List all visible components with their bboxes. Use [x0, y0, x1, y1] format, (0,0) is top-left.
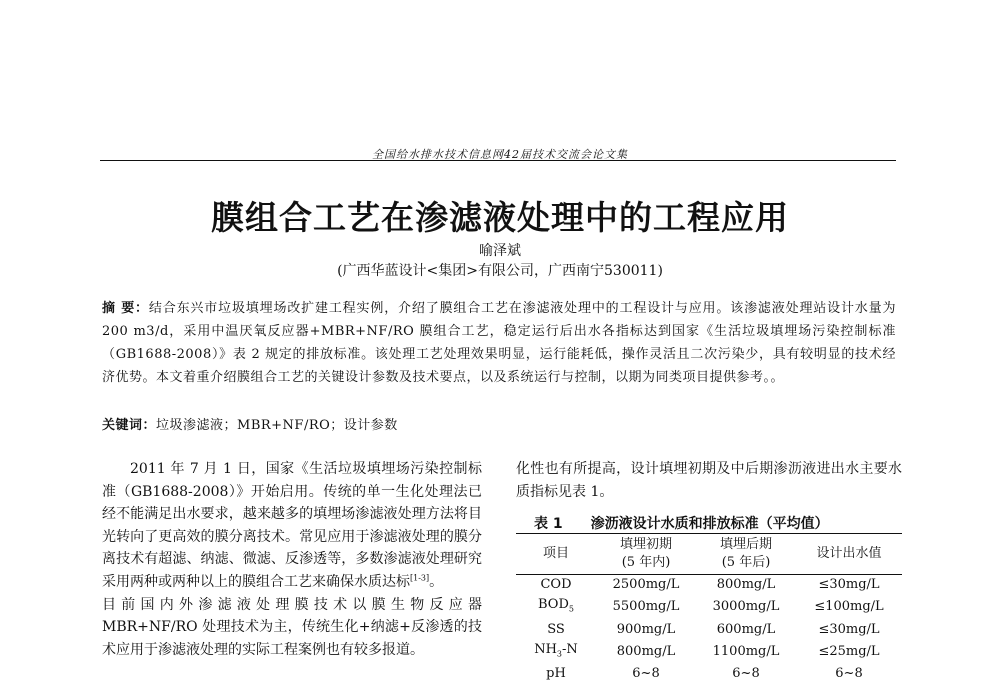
cell-design: 6~8: [835, 666, 863, 682]
table-row: [516, 640, 902, 665]
paragraph-text: 2011 年 7 月 1 日，国家《生活垃圾填埋场污染控制标准（GB1688-2008）》开始启用。传统的单一生化处理法已经不能满足出水要求，越来越多的填埋场渗滤液处理方法将目光转向了更高效的膜分离技术。常见应用于渗滤液处理的膜分离技术有超滤、纳滤、微滤、反渗透等，多数渗滤液处理研究采用两种或两种以上的膜组合工艺来确保水质达标: [102, 461, 482, 590]
cell-early: 5500mg/L: [612, 599, 680, 615]
abstract: [102, 297, 896, 389]
cell-late: 600mg/L: [716, 621, 776, 637]
author: 喻泽斌: [479, 243, 521, 259]
item-name: pH: [546, 666, 566, 682]
cell-late: 800mg/L: [716, 577, 776, 592]
running-head: 全国给水排水技术信息网42届技术交流会论文集: [372, 148, 628, 161]
table-caption: [516, 513, 902, 533]
cell-item: [516, 664, 596, 684]
paper-title: 膜组合工艺在渗滤液处理中的工程应用: [211, 198, 789, 237]
water-quality-table: [516, 533, 902, 684]
item-suffix: -N: [562, 641, 578, 657]
cell-item: [516, 575, 596, 596]
cell-late: 6~8: [732, 666, 760, 682]
item-name: NH: [534, 641, 557, 657]
paragraph-end: 。: [429, 573, 444, 590]
cell-late: 1100mg/L: [712, 643, 780, 659]
affiliation: (广西华蓝设计<集团>有限公司，广西南宁530011): [337, 263, 663, 279]
item-subscript: 5: [568, 604, 574, 614]
col-header-design: 设计出水值: [796, 534, 902, 575]
cell-design: ≤25mg/L: [818, 643, 880, 659]
late-line2: (5 年后): [721, 555, 771, 570]
citation: [1-3]: [410, 573, 430, 583]
table-row: [516, 595, 902, 620]
body-paragraph-2: 目前国内外渗滤液处理膜技术以膜生物反应器 MBR+NF/RO 处理技术为主，传统生化+纳滤+反渗透的技术应用于渗滤液处理的实际工程案例也有较多报道。: [102, 596, 482, 658]
col-header-late: [696, 534, 796, 575]
body-paragraph-1: [102, 458, 482, 594]
item-subscript: 3: [556, 649, 563, 659]
item-name: BOD: [538, 597, 569, 612]
header-rule: [100, 160, 896, 161]
cell-item: [516, 595, 596, 620]
cell-design: ≤100mg/L: [814, 599, 884, 615]
cell-early: 900mg/L: [616, 621, 676, 637]
body-right-column: [516, 458, 902, 503]
table-header-row: [516, 534, 902, 575]
col-header-item: 项目: [516, 534, 596, 575]
cell-early: 2500mg/L: [612, 577, 680, 592]
cell-design: ≤30mg/L: [818, 577, 880, 592]
table-row: [516, 575, 902, 596]
keywords-label: 关键词：: [102, 418, 157, 433]
late-line1: 填埋后期: [719, 537, 772, 552]
cell-early: 800mg/L: [616, 643, 676, 659]
cell-design: ≤30mg/L: [818, 621, 880, 637]
keywords: [102, 416, 896, 436]
cell-item: [516, 620, 596, 640]
table-row: [516, 664, 902, 684]
body-right-paragraph: 化性也有所提高，设计填埋初期及中后期渗沥液进出水主要水质指标见表 1。: [516, 461, 902, 500]
table-caption-text: 渗沥液设计水质和排放标准（平均值）: [590, 516, 829, 532]
body-left-column: [102, 458, 482, 661]
table-number: 表 1: [534, 516, 563, 532]
cell-item: [516, 640, 596, 665]
abstract-text: 结合东兴市垃圾填埋场改扩建工程实例，介绍了膜组合工艺在渗滤液处理中的工程设计与应用。该渗滤液处理站设计水量为 200 m3/d，采用中温厌氧反应器+MBR+NF/RO 膜组合工艺，稳定运行后出水各指标达到国家《生活垃圾填埋场污染控制标准（GB1688-2008）》表 2 规定的排放标准。该处理工艺处理效果明显，运行能耗低，操作灵活且二次污染少，具有较明显的技术经济优势。本文着重介绍膜组合工艺的关键设计参数及技术要点，以及系统运行与控制，以期为同类项目提供参考。。: [102, 301, 896, 385]
item-name: SS: [547, 621, 565, 637]
early-line1: 填埋初期: [619, 537, 672, 552]
cell-early: 6~8: [632, 666, 660, 682]
item-name: COD: [540, 577, 572, 592]
table-row: [516, 620, 902, 640]
keywords-text: 垃圾渗滤液；MBR+NF/RO；设计参数: [156, 418, 398, 433]
early-line2: (5 年内): [621, 555, 671, 570]
abstract-label: 摘 要：: [102, 301, 149, 316]
cell-late: 3000mg/L: [712, 599, 780, 615]
col-header-early: [596, 534, 696, 575]
